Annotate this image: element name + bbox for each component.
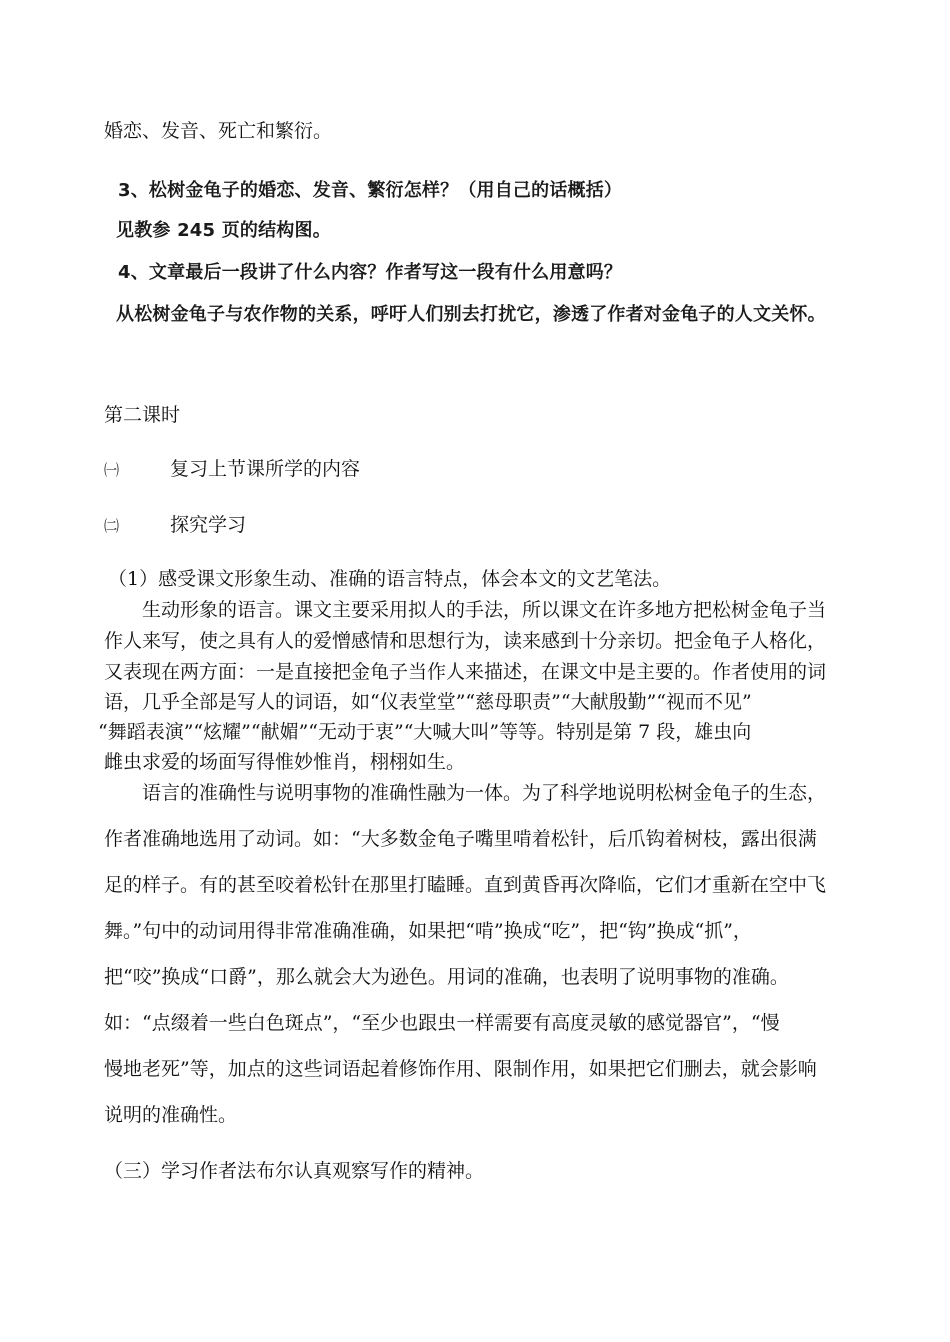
- para1-line: 语，几乎全部是写人的词语，如“仪表堂堂”“慈母职责”“大献殷勤”“视而不见”: [104, 691, 752, 713]
- para2-line: 语言的准确性与说明事物的准确性融为一体。为了科学地说明松树金龟子的生态，: [142, 782, 827, 804]
- section-3-heading: （三）学习作者法布尔认真观察写作的精神。: [104, 1160, 485, 1182]
- para2-line: 如：“点缀着一些白色斑点”，“至少也跟虫一样需要有高度灵敏的感觉器官”，“慢: [104, 1012, 780, 1034]
- question-3: 3、松树金龟子的婚恋、发音、繁衍怎样？（用自己的话概括）: [118, 180, 623, 201]
- answer-4: 从松树金龟子与农作物的关系，呼吁人们别去打扰它，渗透了作者对金龟子的人文关怀。: [116, 304, 826, 325]
- step-2-text: 探究学习: [170, 514, 247, 536]
- para2-line: 慢地老死”等，加点的这些词语起着修饰作用、限制作用，如果把它们删去，就会影响: [104, 1058, 817, 1080]
- step-1-marker: ㈠: [104, 461, 120, 479]
- para2-line: 足的样子。有的甚至咬着松针在那里打瞌睡。直到黄昏再次降临，它们才重新在空中飞: [104, 874, 827, 896]
- question-4: 4、文章最后一段讲了什么内容？作者写这一段有什么用意吗？: [118, 262, 623, 283]
- step-2: [104, 512, 246, 539]
- para1-line: 作人来写，使之具有人的爱憎感情和思想行为，读来感到十分亲切。把金龟子人格化，: [104, 630, 827, 652]
- para2-line: 说明的准确性。: [104, 1104, 238, 1126]
- step-1: [104, 456, 360, 483]
- para1-line: “舞蹈表演”“炫耀”“献媚”“无动于衷”“大喊大叫”等等。特别是第 7 段，雄虫向: [98, 721, 752, 743]
- answer-3: 见教参 245 页的结构图。: [116, 220, 331, 241]
- para2-line: 舞。”句中的动词用得非常准确准确，如果把“啃”换成“吃”，把“钩”换成“抓”，: [104, 920, 752, 942]
- step-2-marker: ㈡: [104, 517, 120, 535]
- intro-line: 婚恋、发音、死亡和繁衍。: [104, 120, 333, 142]
- lesson-title: 第二课时: [104, 404, 181, 426]
- para1-line: 雌虫求爱的场面写得惟妙惟肖，栩栩如生。: [104, 751, 466, 773]
- para1-line: 生动形象的语言。课文主要采用拟人的手法，所以课文在许多地方把松树金龟子当: [142, 599, 827, 621]
- para2-line: 把“咬”换成“口爵”，那么就会大为逊色。用词的准确，也表明了说明事物的准确。: [104, 966, 789, 988]
- step-1-text: 复习上节课所学的内容: [170, 458, 361, 480]
- section-1-heading: （1）感受课文形象生动、准确的语言特点，体会本文的文艺笔法。: [108, 568, 672, 590]
- para1-line: 又表现在两方面：一是直接把金龟子当作人来描述，在课文中是主要的。作者使用的词: [104, 661, 827, 683]
- para2-line: 作者准确地选用了动词。如：“大多数金龟子嘴里啃着松针，后爪钩着树枝，露出很满: [104, 828, 817, 850]
